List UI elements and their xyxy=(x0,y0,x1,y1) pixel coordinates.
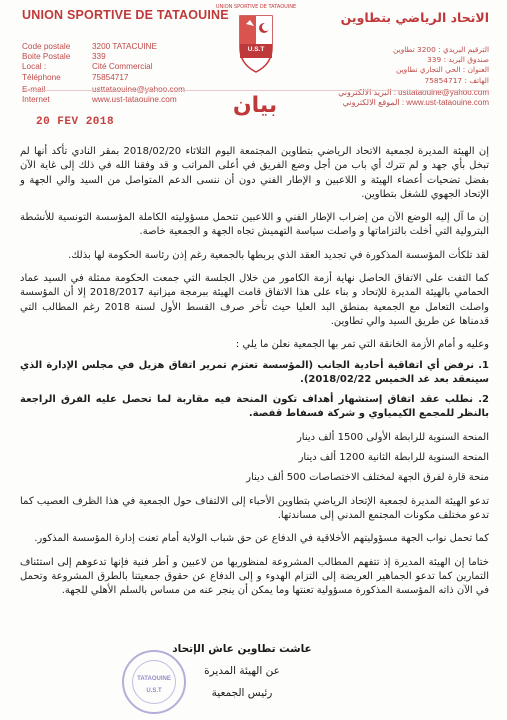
paragraph: كما تحمل نواب الجهة مسؤوليتهم الأخلاقية في الدفاع عن حق شباب الولاية أمام تعنت إدارة المؤسسة المذكور. xyxy=(34,533,489,545)
logo-ring-text: UNION SPORTIVE DE TATAOUINE xyxy=(215,4,297,10)
address-key: Téléphone xyxy=(22,72,61,82)
stamp-text: U.S.T xyxy=(146,688,162,694)
address-row-ar: صندوق البريد : 339 xyxy=(427,55,489,65)
grant-line: منحة قارة لفرق الجهة لمختلف الاختصاصات 500 ألف دينار xyxy=(246,472,489,484)
address-value: 75854717 xyxy=(92,72,129,82)
website-link[interactable]: www.ust-tataouine.com xyxy=(92,95,177,105)
paragraph: إن ما آل إليه الوضع الآن من إضراب الإطار الفني و اللاعبين تتحمل مسؤوليته الكاملة المؤسسة التونسية للأنشطة البترولية التي أخلت بالتزاماتها و واصلت سياسة التهميش تجاه الجهة و الجمعية خاصة. xyxy=(20,212,489,238)
club-logo xyxy=(214,4,298,78)
statement-body xyxy=(20,145,489,607)
shield-icon xyxy=(214,4,298,78)
signature-block xyxy=(127,638,357,704)
address-row xyxy=(22,62,192,72)
stamp-text: TATAOUINE xyxy=(137,676,171,682)
address-row xyxy=(22,52,192,62)
internet-row-ar: الموقع الالكتروني : www.ust-tataouine.com xyxy=(342,98,489,108)
list-item: 1. نرفض أي اتفاقية أحادية الجانب (المؤسسة تعتزم تمرير اتفاق هزيل في مجلس الإدارة الذي سينعقد بعد غد الخميس 2018/02/22). xyxy=(20,359,489,385)
address-value: Cité Commercial xyxy=(92,62,153,72)
address-value: 3200 TATACUINE xyxy=(92,42,157,51)
header-arabic xyxy=(289,10,489,108)
address-row-ar: الهاتف : 75854717 xyxy=(424,75,489,85)
paragraph: إن الهيئة المديرة لجمعية الاتحاد الرياضي بتطاوين المجتمعة اليوم الثلاثاء 2018/02/20 بمقر النادي تأكد أنها لم تبخل بأي جهد و لم تترك أي باب من أجل وضع الفريق في أعلى المراتب و قد وفقنا الله في ذلك إلى غاية الآن بفضل تضحيات أعضاء الهيئة و اللاعبين و الإطار الفني دون أن ننسى الدعم المتواصل من السيد والي الجهة و الإتحاد الجهوي للشغل بتطاوين. xyxy=(20,146,489,200)
address-row xyxy=(22,73,192,83)
signature-line: عن الهيئة المديرة xyxy=(204,665,280,677)
address-key: Boite Postale xyxy=(22,52,71,62)
address-arabic xyxy=(289,45,489,108)
signature-line: رئيس الجمعية xyxy=(211,687,273,699)
paragraph: وعليه و أمام الأزمة الخانقة التي تمر بها الجمعية نعلن ما يلي : xyxy=(235,339,489,351)
address-row-ar: العنوان : الحي التجاري تطاوين xyxy=(395,65,489,75)
internet-key: Internet xyxy=(22,95,50,105)
internet-row xyxy=(22,95,192,105)
date-stamp: 20 FEV 2018 xyxy=(36,116,115,128)
header-divider xyxy=(22,90,489,91)
paragraph: كما التفت على الاتفاق الحاصل نهاية أزمة الكامور من خلال الجلسة التي جمعت الحكومة ممثلة في السيد عماد الحمامي بالهيئة المديرة للإتحاد و بناء على هذا الاتفاق قامت الهيئة ببرمجة ميزانية 2018/2017 إلا أن المؤسسة واصلت التعامل مع الجمعية بمنطق البد العليا حيث تأخر صرف القسط الأول لسنة 2018 رغم المطالب التي قدمناها عن طريق السيد والي تطاوين. xyxy=(20,273,489,327)
email-link[interactable]: usttataouine@yahoo.com xyxy=(92,84,185,94)
address-row xyxy=(22,42,192,52)
address-row-ar: الترقيم البريدي : 3200 تطاوين xyxy=(393,45,489,54)
grant-line: المنحة السنوية للرابطة الأولى 1500 ألف دينار xyxy=(296,431,489,443)
address-key: Code postale xyxy=(22,42,71,51)
document-title: بيان xyxy=(232,93,278,118)
paragraph: ختاما إن الهيئة المديرة إذ تتفهم المطالب المشروعة لمنظوريها من لاعبين و أطر فنية فإنها تدعوهم إلى استئناف التمارين كما تدعو الجماهير العريضة إلى التزام الهدوء و إلى الدفاع عن حقوق جمعيتنا بالطرق المشروعة وتحمل في الآن ذاته المؤسسة المذكورة مسؤولية تعنتها وما يمكن أن ينجر عنه من مساس بالسلم الأهلي للجهة. xyxy=(20,556,489,597)
logo-abbr: U.S.T xyxy=(247,46,265,53)
closing-motto: عاشت تطاوين عاش الإتحاد xyxy=(172,643,312,655)
grant-line: المنحة السنوية للرابطة الثانية 1200 ألف دينار xyxy=(298,452,489,464)
org-name-french: UNION SPORTIVE DE TATAOUINE xyxy=(22,8,229,22)
address-key: Local : xyxy=(22,62,47,72)
address-value: 339 xyxy=(92,52,106,62)
email-row-ar: البريد الالكتروني : usttataouine@yahoo.com xyxy=(338,87,489,97)
org-name-arabic: الاتحاد الرياضي بتطاوين xyxy=(340,10,489,25)
email-key: E-mail xyxy=(22,84,46,94)
paragraph: تدعو الهيئة المديرة لجمعية الإتحاد الرياضي بتطاوين الأحباء إلى الالتفاف حول الجمعية في هذا الظرف العصيب كما تدعو مختلف مكونات المجتمع المدني إلى مساندتها. xyxy=(20,495,489,521)
address-french xyxy=(22,42,192,105)
list-item: 2. نطلب عقد اتفاق إستشهار أهداف تكون المنحة فيه مقاربة لما تحصل عليه الفرق الراجعة بالنظر للمجمع الكيمياوي و شركة فسفاط قفصة. xyxy=(20,394,489,420)
paragraph: لقد تلكأت المؤسسة المذكورة في تجديد العقد الذي يربطها بالجمعية رغم إذن رئاسة الحكومة لها بذلك. xyxy=(68,249,489,261)
